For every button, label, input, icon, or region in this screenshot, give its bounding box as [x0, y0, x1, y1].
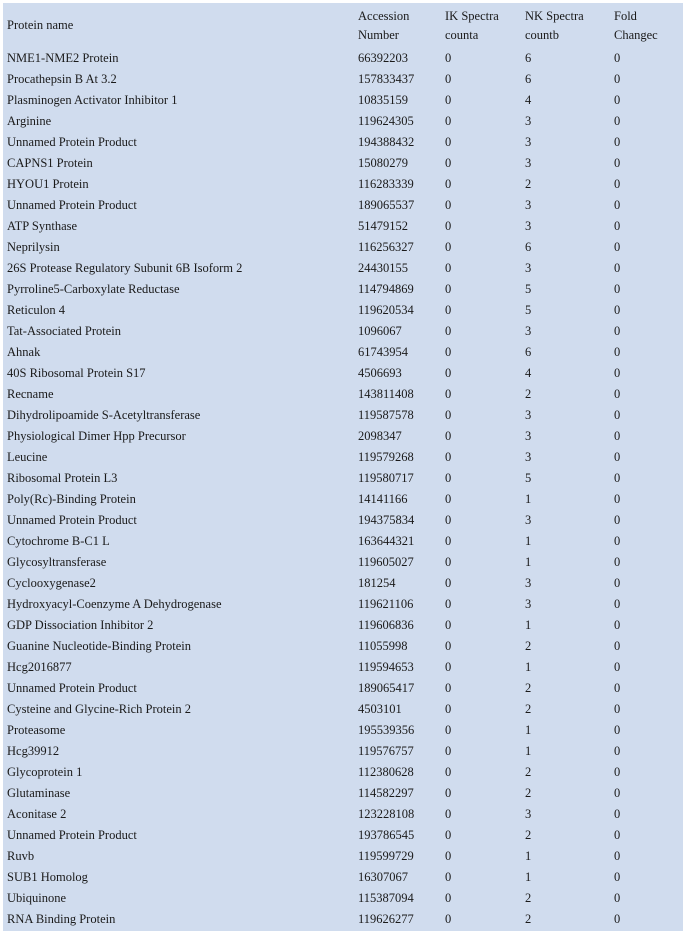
table-row — [3, 195, 683, 216]
cell-ik-spectra-count: 0 — [445, 639, 452, 653]
cell-nk-spectra-count: 1 — [525, 723, 532, 737]
cell-nk-spectra-count: 3 — [525, 156, 532, 170]
cell-accession-number: 119576757 — [358, 744, 414, 758]
cell-fold-change: 0 — [614, 702, 621, 716]
cell-protein-name: Cysteine and Glycine-Rich Protein 2 — [7, 702, 191, 716]
cell-accession-number: 163644321 — [358, 534, 415, 548]
cell-accession-number: 2098347 — [358, 429, 402, 443]
cell-fold-change: 0 — [614, 492, 621, 506]
cell-fold-change: 0 — [614, 828, 621, 842]
cell-fold-change: 0 — [614, 744, 621, 758]
table-row — [3, 531, 683, 552]
table-row — [3, 489, 683, 510]
table-row — [3, 678, 683, 699]
cell-ik-spectra-count: 0 — [445, 282, 452, 296]
cell-nk-spectra-count: 5 — [525, 303, 532, 317]
cell-protein-name: Physiological Dimer Hpp Precursor — [7, 429, 186, 443]
cell-fold-change: 0 — [614, 555, 621, 569]
cell-fold-change: 0 — [614, 597, 621, 611]
cell-nk-spectra-count: 4 — [525, 93, 532, 107]
table-row — [3, 510, 683, 531]
cell-accession-number: 24430155 — [358, 261, 408, 275]
cell-nk-spectra-count: 2 — [525, 387, 532, 401]
cell-fold-change: 0 — [614, 786, 621, 800]
table-row — [3, 552, 683, 573]
table-row — [3, 342, 683, 363]
table-row — [3, 615, 683, 636]
cell-nk-spectra-count: 3 — [525, 198, 532, 212]
cell-ik-spectra-count: 0 — [445, 156, 452, 170]
cell-protein-name: Ubiquinone — [7, 891, 67, 905]
cell-nk-spectra-count: 2 — [525, 177, 532, 191]
table-row — [3, 636, 683, 657]
cell-protein-name: Hydroxyacyl-Coenzyme A Dehydrogenase — [7, 597, 222, 611]
table-row — [3, 132, 683, 153]
protein-table — [3, 3, 683, 930]
cell-ik-spectra-count: 0 — [445, 849, 452, 863]
cell-fold-change: 0 — [614, 366, 621, 380]
cell-ik-spectra-count: 0 — [445, 912, 452, 926]
cell-fold-change: 0 — [614, 261, 621, 275]
table-row — [3, 153, 683, 174]
table-row — [3, 426, 683, 447]
cell-fold-change: 0 — [614, 471, 621, 485]
cell-ik-spectra-count: 0 — [445, 891, 452, 905]
cell-ik-spectra-count: 0 — [445, 513, 452, 527]
header-fold-change — [611, 3, 683, 48]
cell-ik-spectra-count: 0 — [445, 723, 452, 737]
cell-fold-change: 0 — [614, 282, 621, 296]
cell-accession-number: 119587578 — [358, 408, 414, 422]
cell-nk-spectra-count: 2 — [525, 765, 532, 779]
cell-protein-name: Guanine Nucleotide-Binding Protein — [7, 639, 191, 653]
cell-fold-change: 0 — [614, 891, 621, 905]
table-row — [3, 804, 683, 825]
cell-fold-change: 0 — [614, 345, 621, 359]
cell-ik-spectra-count: 0 — [445, 828, 452, 842]
cell-nk-spectra-count: 2 — [525, 639, 532, 653]
cell-accession-number: 119624305 — [358, 114, 414, 128]
cell-ik-spectra-count: 0 — [445, 135, 452, 149]
cell-nk-spectra-count: 2 — [525, 702, 532, 716]
cell-accession-number: 119605027 — [358, 555, 414, 569]
cell-protein-name: Hcg39912 — [7, 744, 60, 758]
cell-fold-change: 0 — [614, 72, 621, 86]
cell-protein-name: Glycoprotein 1 — [7, 765, 83, 779]
table-row — [3, 909, 683, 930]
cell-protein-name: Recname — [7, 387, 54, 401]
cell-protein-name: Plasminogen Activator Inhibitor 1 — [7, 93, 178, 107]
cell-nk-spectra-count: 2 — [525, 891, 532, 905]
cell-ik-spectra-count: 0 — [445, 597, 452, 611]
table-row — [3, 216, 683, 237]
protein-table-panel — [3, 3, 683, 931]
table-row — [3, 657, 683, 678]
cell-ik-spectra-count: 0 — [445, 72, 452, 86]
cell-fold-change: 0 — [614, 912, 621, 926]
cell-accession-number: 115387094 — [358, 891, 414, 905]
cell-fold-change: 0 — [614, 240, 621, 254]
cell-fold-change: 0 — [614, 807, 621, 821]
cell-protein-name: Ruvb — [7, 849, 35, 863]
cell-accession-number: 143811408 — [358, 387, 414, 401]
cell-nk-spectra-count: 3 — [525, 576, 532, 590]
cell-nk-spectra-count: 5 — [525, 282, 532, 296]
header-nk-spectra-count — [523, 3, 611, 48]
cell-ik-spectra-count: 0 — [445, 387, 452, 401]
header-accession-line-2: Number — [358, 27, 399, 42]
cell-fold-change: 0 — [614, 618, 621, 632]
table-row — [3, 762, 683, 783]
cell-ik-spectra-count: 0 — [445, 744, 452, 758]
cell-ik-spectra-count: 0 — [445, 534, 452, 548]
cell-ik-spectra-count: 0 — [445, 429, 452, 443]
cell-ik-spectra-count: 0 — [445, 219, 452, 233]
cell-accession-number: 66392203 — [358, 51, 408, 65]
cell-protein-name: Hcg2016877 — [7, 660, 72, 674]
cell-accession-number: 195539356 — [358, 723, 415, 737]
cell-accession-number: 11055998 — [358, 639, 408, 653]
cell-accession-number: 119621106 — [358, 597, 414, 611]
header-protein-name: Protein name — [7, 18, 74, 32]
cell-accession-number: 119606836 — [358, 618, 414, 632]
table-row — [3, 321, 683, 342]
cell-fold-change: 0 — [614, 93, 621, 107]
table-row — [3, 468, 683, 489]
cell-ik-spectra-count: 0 — [445, 450, 452, 464]
header-accession-number — [356, 3, 442, 48]
cell-fold-change: 0 — [614, 723, 621, 737]
header-ik-line-2: counta — [445, 27, 479, 42]
table-row — [3, 720, 683, 741]
cell-fold-change: 0 — [614, 156, 621, 170]
table-row — [3, 888, 683, 909]
table-header-row — [3, 3, 683, 48]
cell-protein-name: HYOU1 Protein — [7, 177, 89, 191]
table-row — [3, 846, 683, 867]
cell-protein-name: CAPNS1 Protein — [7, 156, 93, 170]
cell-ik-spectra-count: 0 — [445, 681, 452, 695]
table-row — [3, 447, 683, 468]
cell-nk-spectra-count: 6 — [525, 345, 532, 359]
cell-protein-name: 26S Protease Regulatory Subunit 6B Isoform 2 — [7, 261, 243, 275]
cell-nk-spectra-count: 1 — [525, 492, 532, 506]
cell-ik-spectra-count: 0 — [445, 660, 452, 674]
cell-nk-spectra-count: 3 — [525, 807, 532, 821]
cell-accession-number: 119626277 — [358, 912, 414, 926]
table-row — [3, 90, 683, 111]
cell-nk-spectra-count: 6 — [525, 240, 532, 254]
cell-nk-spectra-count: 3 — [525, 408, 532, 422]
cell-fold-change: 0 — [614, 387, 621, 401]
cell-fold-change: 0 — [614, 765, 621, 779]
header-ik-spectra-count — [442, 3, 523, 48]
cell-protein-name: Aconitase 2 — [7, 807, 67, 821]
cell-ik-spectra-count: 0 — [445, 807, 452, 821]
cell-nk-spectra-count: 1 — [525, 618, 532, 632]
cell-fold-change: 0 — [614, 198, 621, 212]
table-row — [3, 174, 683, 195]
cell-fold-change: 0 — [614, 450, 621, 464]
cell-fold-change: 0 — [614, 51, 621, 65]
cell-accession-number: 189065537 — [358, 198, 415, 212]
cell-accession-number: 112380628 — [358, 765, 414, 779]
cell-accession-number: 51479152 — [358, 219, 408, 233]
cell-ik-spectra-count: 0 — [445, 261, 452, 275]
cell-protein-name: Poly(Rc)-Binding Protein — [7, 492, 136, 506]
cell-nk-spectra-count: 3 — [525, 597, 532, 611]
cell-protein-name: Proteasome — [7, 723, 66, 737]
cell-accession-number: 119599729 — [358, 849, 414, 863]
cell-protein-name: Tat-Associated Protein — [7, 324, 122, 338]
cell-ik-spectra-count: 0 — [445, 786, 452, 800]
cell-nk-spectra-count: 3 — [525, 114, 532, 128]
cell-accession-number: 181254 — [358, 576, 396, 590]
cell-fold-change: 0 — [614, 429, 621, 443]
cell-protein-name: Arginine — [7, 114, 52, 128]
cell-nk-spectra-count: 1 — [525, 849, 532, 863]
cell-nk-spectra-count: 1 — [525, 870, 532, 884]
cell-ik-spectra-count: 0 — [445, 765, 452, 779]
cell-protein-name: Leucine — [7, 450, 48, 464]
table-row — [3, 363, 683, 384]
cell-fold-change: 0 — [614, 534, 621, 548]
cell-protein-name: Unnamed Protein Product — [7, 198, 137, 212]
header-fold-line-1: Fold — [614, 8, 637, 23]
cell-fold-change: 0 — [614, 177, 621, 191]
cell-accession-number: 119579268 — [358, 450, 414, 464]
cell-accession-number: 119580717 — [358, 471, 414, 485]
cell-ik-spectra-count: 0 — [445, 345, 452, 359]
table-row — [3, 699, 683, 720]
table-body — [3, 48, 683, 930]
cell-nk-spectra-count: 6 — [525, 51, 532, 65]
cell-ik-spectra-count: 0 — [445, 114, 452, 128]
cell-protein-name: Glutaminase — [7, 786, 71, 800]
cell-nk-spectra-count: 3 — [525, 450, 532, 464]
table-row — [3, 279, 683, 300]
cell-protein-name: SUB1 Homolog — [7, 870, 88, 884]
cell-nk-spectra-count: 1 — [525, 534, 532, 548]
cell-nk-spectra-count: 3 — [525, 429, 532, 443]
cell-fold-change: 0 — [614, 870, 621, 884]
table-row — [3, 825, 683, 846]
cell-ik-spectra-count: 0 — [445, 492, 452, 506]
cell-nk-spectra-count: 1 — [525, 555, 532, 569]
cell-protein-name: Unnamed Protein Product — [7, 513, 137, 527]
cell-protein-name: Pyrroline5-Carboxylate Reductase — [7, 282, 180, 296]
cell-nk-spectra-count: 2 — [525, 912, 532, 926]
cell-fold-change: 0 — [614, 576, 621, 590]
cell-accession-number: 189065417 — [358, 681, 415, 695]
cell-fold-change: 0 — [614, 660, 621, 674]
cell-nk-spectra-count: 4 — [525, 366, 532, 380]
cell-protein-name: Procathepsin B At 3.2 — [7, 72, 117, 86]
cell-protein-name: RNA Binding Protein — [7, 912, 116, 926]
cell-nk-spectra-count: 2 — [525, 786, 532, 800]
table-row — [3, 867, 683, 888]
cell-fold-change: 0 — [614, 135, 621, 149]
cell-accession-number: 116283339 — [358, 177, 414, 191]
cell-ik-spectra-count: 0 — [445, 408, 452, 422]
cell-protein-name: Glycosyltransferase — [7, 555, 107, 569]
cell-protein-name: Reticulon 4 — [7, 303, 65, 317]
cell-ik-spectra-count: 0 — [445, 366, 452, 380]
cell-accession-number: 114794869 — [358, 282, 414, 296]
cell-accession-number: 194388432 — [358, 135, 415, 149]
cell-ik-spectra-count: 0 — [445, 240, 452, 254]
cell-protein-name: Unnamed Protein Product — [7, 828, 137, 842]
cell-protein-name: Unnamed Protein Product — [7, 135, 137, 149]
cell-protein-name: Ribosomal Protein L3 — [7, 471, 118, 485]
cell-accession-number: 4506693 — [358, 366, 402, 380]
table-row — [3, 741, 683, 762]
cell-accession-number: 10835159 — [358, 93, 408, 107]
cell-ik-spectra-count: 0 — [445, 702, 452, 716]
cell-protein-name: ATP Synthase — [7, 219, 78, 233]
cell-ik-spectra-count: 0 — [445, 303, 452, 317]
cell-accession-number: 1096067 — [358, 324, 402, 338]
table-row — [3, 573, 683, 594]
cell-protein-name: Unnamed Protein Product — [7, 681, 137, 695]
header-ik-line-1: IK Spectra — [445, 8, 499, 23]
table-row — [3, 405, 683, 426]
cell-ik-spectra-count: 0 — [445, 618, 452, 632]
cell-fold-change: 0 — [614, 303, 621, 317]
cell-accession-number: 61743954 — [358, 345, 408, 359]
cell-fold-change: 0 — [614, 849, 621, 863]
header-nk-line-2: countb — [525, 27, 560, 42]
cell-ik-spectra-count: 0 — [445, 93, 452, 107]
cell-protein-name: NME1-NME2 Protein — [7, 51, 119, 65]
cell-nk-spectra-count: 2 — [525, 828, 532, 842]
cell-protein-name: Ahnak — [7, 345, 41, 359]
cell-fold-change: 0 — [614, 681, 621, 695]
cell-ik-spectra-count: 0 — [445, 471, 452, 485]
cell-ik-spectra-count: 0 — [445, 555, 452, 569]
cell-fold-change: 0 — [614, 639, 621, 653]
cell-accession-number: 157833437 — [358, 72, 415, 86]
cell-nk-spectra-count: 3 — [525, 513, 532, 527]
cell-accession-number: 16307067 — [358, 870, 408, 884]
cell-nk-spectra-count: 2 — [525, 681, 532, 695]
header-accession-line-1: Accession — [358, 8, 410, 23]
cell-accession-number: 193786545 — [358, 828, 415, 842]
cell-accession-number: 14141166 — [358, 492, 408, 506]
cell-accession-number: 119594653 — [358, 660, 414, 674]
cell-ik-spectra-count: 0 — [445, 324, 452, 338]
cell-accession-number: 194375834 — [358, 513, 415, 527]
cell-accession-number: 15080279 — [358, 156, 408, 170]
cell-fold-change: 0 — [614, 219, 621, 233]
table-row — [3, 594, 683, 615]
cell-protein-name: Cyclooxygenase2 — [7, 576, 96, 590]
cell-ik-spectra-count: 0 — [445, 51, 452, 65]
cell-nk-spectra-count: 5 — [525, 471, 532, 485]
cell-nk-spectra-count: 6 — [525, 72, 532, 86]
cell-nk-spectra-count: 1 — [525, 660, 532, 674]
cell-fold-change: 0 — [614, 114, 621, 128]
cell-accession-number: 4503101 — [358, 702, 402, 716]
cell-ik-spectra-count: 0 — [445, 177, 452, 191]
header-fold-line-2: Changec — [614, 27, 658, 42]
cell-protein-name: Neprilysin — [7, 240, 60, 254]
cell-nk-spectra-count: 3 — [525, 219, 532, 233]
table-row — [3, 384, 683, 405]
cell-nk-spectra-count: 3 — [525, 324, 532, 338]
table-row — [3, 48, 683, 69]
cell-accession-number: 116256327 — [358, 240, 414, 254]
cell-fold-change: 0 — [614, 408, 621, 422]
cell-nk-spectra-count: 1 — [525, 744, 532, 758]
cell-nk-spectra-count: 3 — [525, 135, 532, 149]
cell-ik-spectra-count: 0 — [445, 198, 452, 212]
cell-protein-name: Cytochrome B-C1 L — [7, 534, 110, 548]
table-row — [3, 111, 683, 132]
table-row — [3, 69, 683, 90]
cell-protein-name: GDP Dissociation Inhibitor 2 — [7, 618, 154, 632]
cell-fold-change: 0 — [614, 324, 621, 338]
header-nk-line-1: NK Spectra — [525, 8, 584, 23]
cell-ik-spectra-count: 0 — [445, 576, 452, 590]
table-row — [3, 783, 683, 804]
cell-protein-name: 40S Ribosomal Protein S17 — [7, 366, 146, 380]
table-row — [3, 258, 683, 279]
cell-protein-name: Dihydrolipoamide S-Acetyltransferase — [7, 408, 201, 422]
table-row — [3, 237, 683, 258]
cell-fold-change: 0 — [614, 513, 621, 527]
cell-accession-number: 119620534 — [358, 303, 414, 317]
cell-accession-number: 114582297 — [358, 786, 414, 800]
cell-accession-number: 123228108 — [358, 807, 415, 821]
cell-ik-spectra-count: 0 — [445, 870, 452, 884]
cell-nk-spectra-count: 3 — [525, 261, 532, 275]
table-row — [3, 300, 683, 321]
